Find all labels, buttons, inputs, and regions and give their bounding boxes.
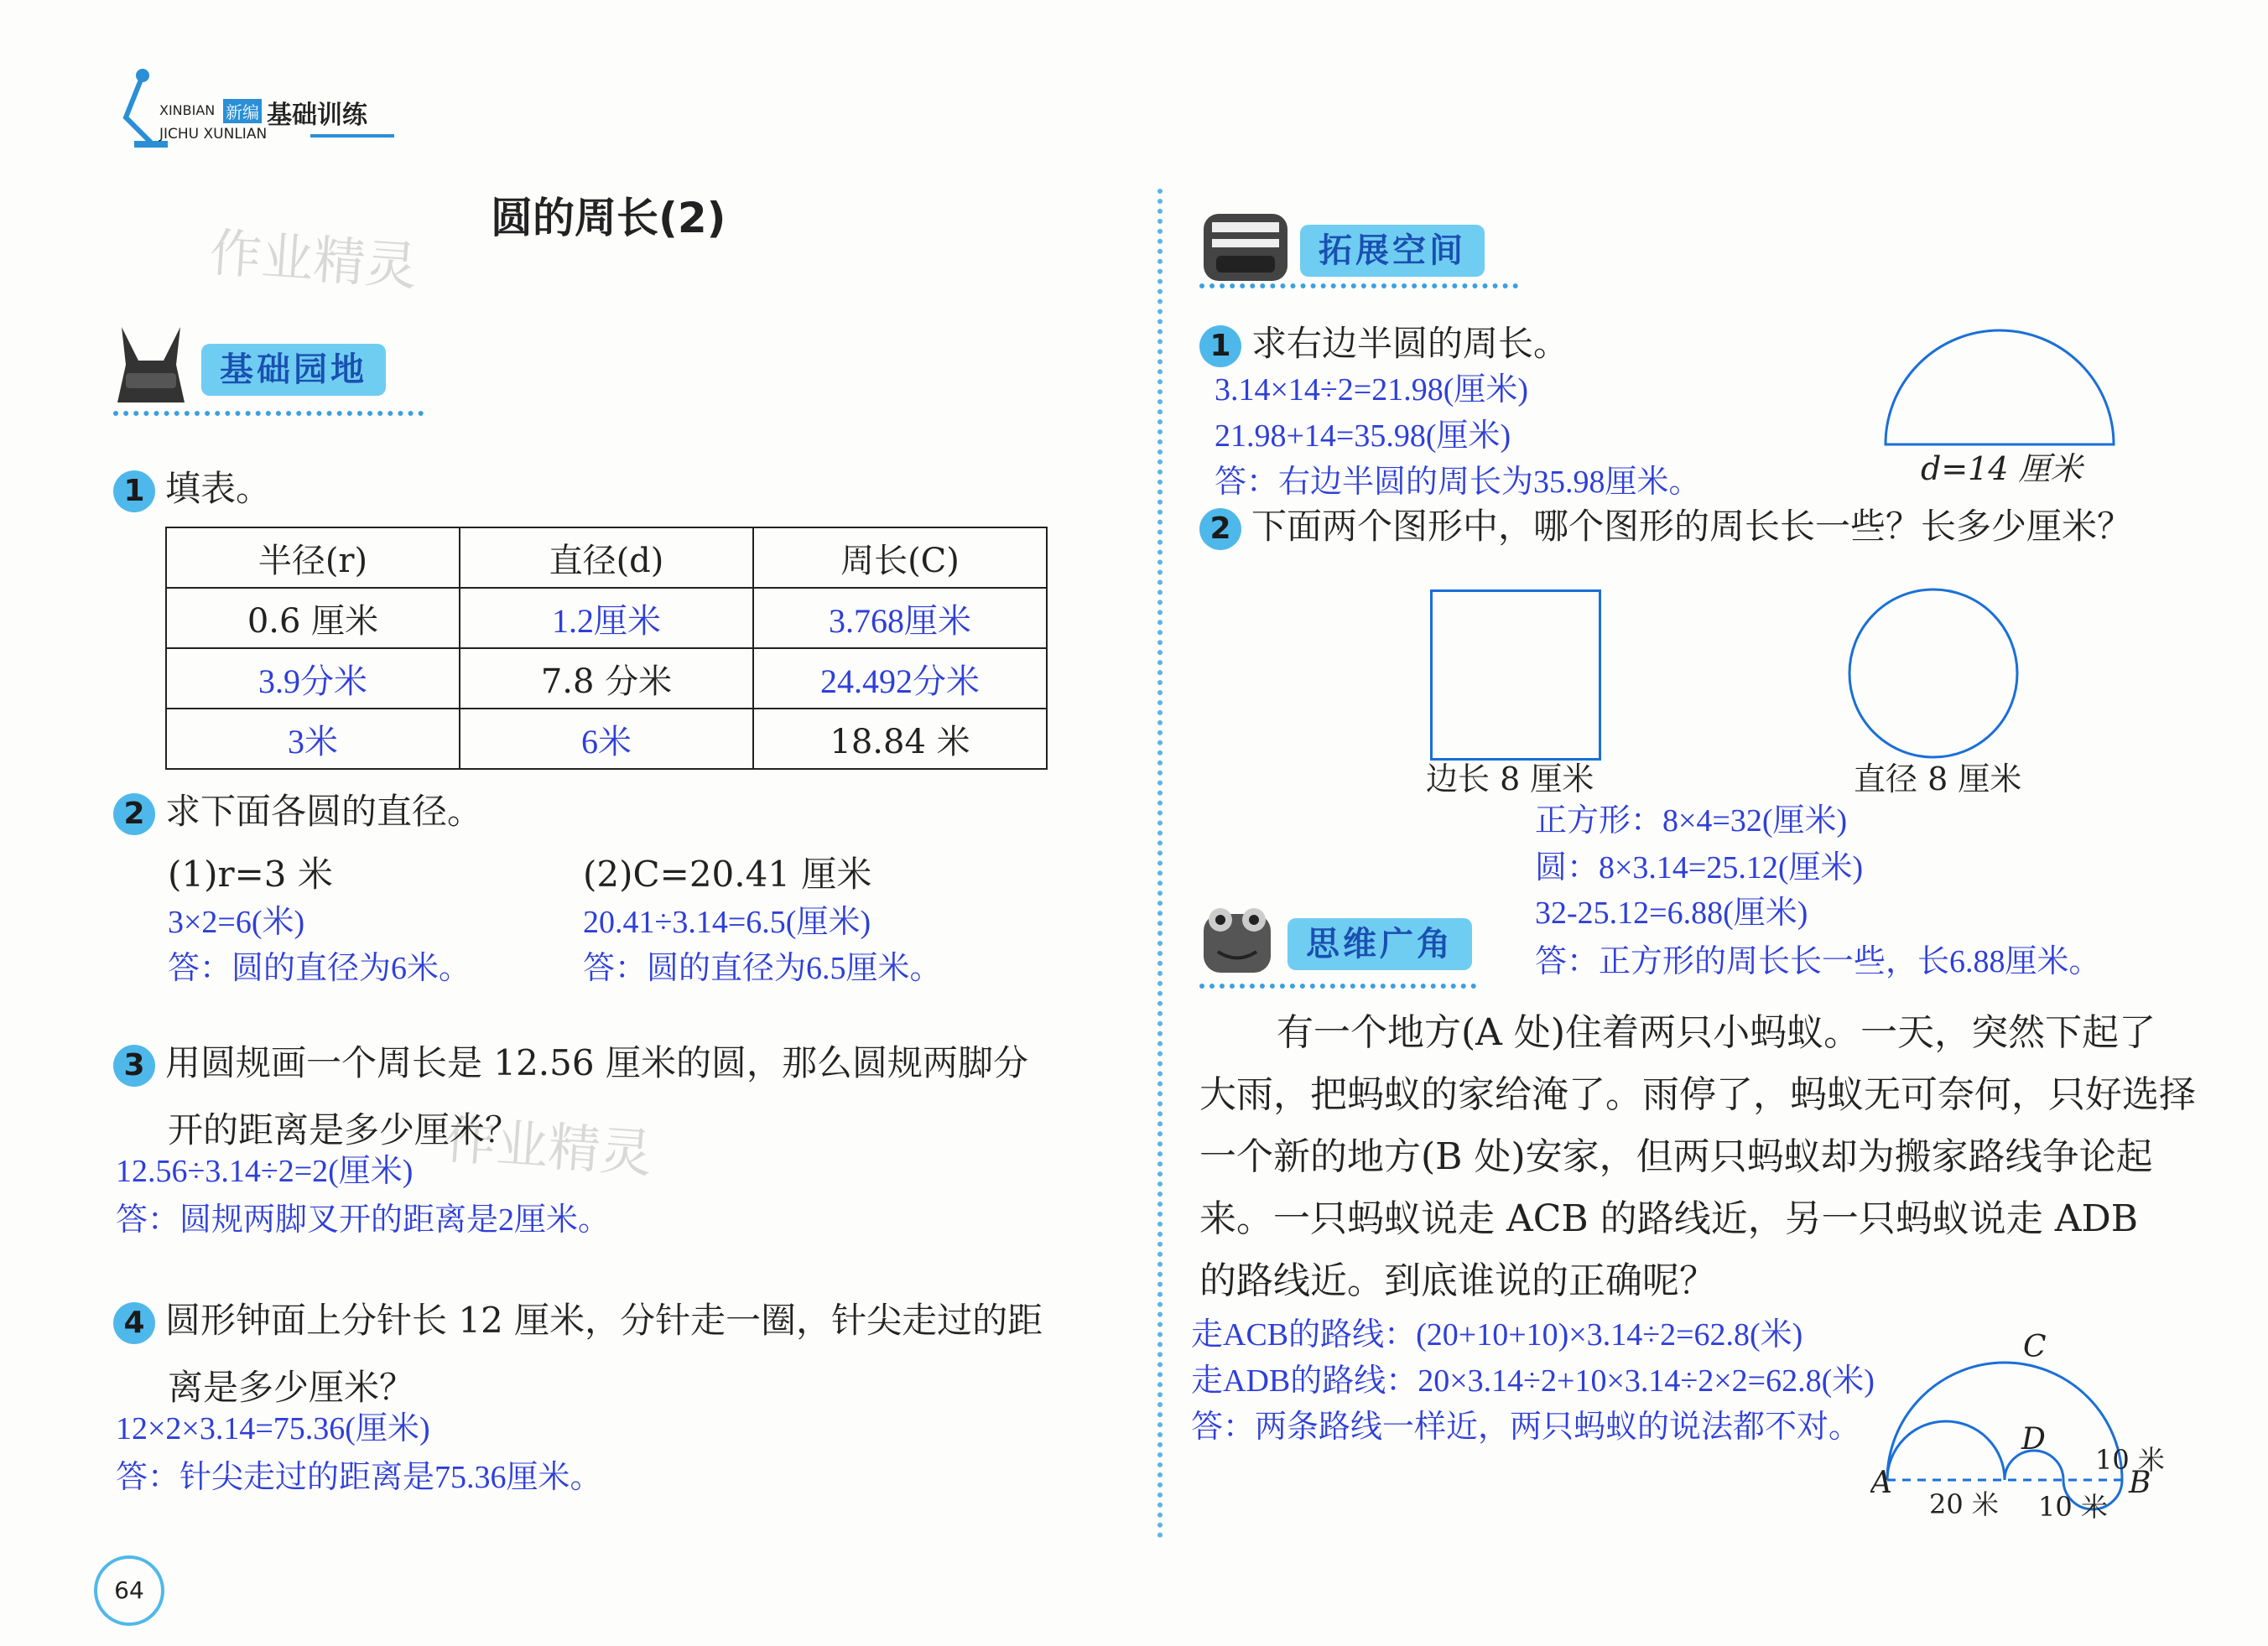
semicircle-label: d=14 厘米 xyxy=(1921,450,2083,487)
circle-figure xyxy=(1845,585,2021,761)
length-label-10-upper: 10 米 xyxy=(2095,1444,2165,1476)
question-number: 4 xyxy=(113,1302,155,1344)
question-2 xyxy=(113,788,482,835)
q2-part-b-answer: 答：圆的直径为6.5厘米。 xyxy=(583,951,942,986)
square-label: 边长 8 厘米 xyxy=(1426,761,1594,797)
question-3-line2: 开的距离是多少厘米？ xyxy=(168,1109,521,1150)
point-label-a: A xyxy=(1870,1466,1892,1500)
table-header-cell: 直径(d) xyxy=(460,527,753,588)
table-cell: 7.8 分米 xyxy=(460,648,753,709)
q4-answer: 答：针尖走过的距离是75.36厘米。 xyxy=(116,1460,602,1495)
right-q2-answer: 答：正方形的周长长一些，长6.88厘米。 xyxy=(1535,944,2101,979)
section-label-expansion: 拓展空间 xyxy=(1300,225,1485,277)
fill-table xyxy=(165,527,1048,770)
page-title: 圆的周长(2) xyxy=(491,194,726,242)
q4-calc: 12×2×3.14=75.36(厘米) xyxy=(116,1411,430,1446)
story-paragraph xyxy=(1199,1002,2206,1312)
mascot-frog-icon xyxy=(1199,901,1275,977)
table-header-cell: 周长(C) xyxy=(753,527,1047,588)
question-3 xyxy=(113,1040,1028,1087)
story-line: 一个新的地方(B 处)安家，但两只蚂蚁却为搬家路线争论起 xyxy=(1199,1135,2153,1178)
question-4-line2: 离是多少厘米？ xyxy=(168,1367,415,1408)
table-row xyxy=(166,709,1047,769)
section-divider xyxy=(113,411,424,416)
question-number: 1 xyxy=(1199,325,1241,367)
q2-part-a-label: (1)r=3 米 xyxy=(168,854,333,895)
series-logo xyxy=(117,67,403,151)
section-label-thinking: 思维广角 xyxy=(1287,918,1472,970)
table-header-cell: 半径(r) xyxy=(166,527,460,588)
story-line: 大雨，把蚂蚁的家给淹了。雨停了，蚂蚁无可奈何，只好选择 xyxy=(1199,1073,2196,1116)
right-question-2 xyxy=(1199,503,2132,550)
question-text: 求右边半圆的周长。 xyxy=(1251,323,1569,364)
q3-calc: 12.56÷3.14÷2=2(厘米) xyxy=(116,1154,414,1189)
story-line: 来。一只蚂蚁说走 ACB 的路线近，另一只蚂蚁说走 ADB xyxy=(1199,1197,2139,1240)
watermark: 作业精灵 xyxy=(207,221,419,298)
point-label-b: B xyxy=(2129,1466,2151,1500)
series-title: 基础训练 xyxy=(267,101,367,130)
right-question-1 xyxy=(1199,320,1568,367)
ant-path-figure xyxy=(1870,1325,2206,1526)
table-cell-answer: 3米 xyxy=(166,709,460,769)
section-label-basics: 基础园地 xyxy=(201,344,386,396)
table-cell-answer: 6米 xyxy=(460,709,753,769)
page-divider xyxy=(1157,189,1163,1539)
table-row xyxy=(166,648,1047,709)
story-calc1: 走ACB的路线：(20+10+10)×3.14÷2=62.8(米) xyxy=(1191,1317,1803,1353)
question-1 xyxy=(113,465,271,512)
circle-label: 直径 8 厘米 xyxy=(1854,761,2022,797)
question-number: 2 xyxy=(113,793,155,835)
logo-arrow xyxy=(310,134,394,138)
table-row xyxy=(166,588,1047,648)
q2-part-b-label: (2)C=20.41 厘米 xyxy=(583,854,872,895)
right-q2-calc1: 正方形：8×4=32(厘米) xyxy=(1535,803,1848,839)
point-label-c: C xyxy=(2023,1330,2047,1364)
q3-answer: 答：圆规两脚叉开的距离是2厘米。 xyxy=(116,1202,611,1238)
watermark-2: 作业精灵 xyxy=(442,1109,654,1185)
story-line: 有一个地方(A 处)住着两只小蚂蚁。一天，突然下起了 xyxy=(1277,1011,2156,1054)
right-q1-calc2: 21.98+14=35.98(厘米) xyxy=(1215,418,1511,454)
question-text: 填表。 xyxy=(165,468,272,509)
length-label-10-lower: 10 米 xyxy=(2038,1491,2108,1523)
length-label-20: 20 米 xyxy=(1929,1488,1999,1520)
question-number: 3 xyxy=(113,1045,155,1087)
question-4 xyxy=(113,1297,1043,1344)
table-cell: 18.84 米 xyxy=(753,709,1047,769)
story-answer: 答：两条路线一样近，两只蚂蚁的说法都不对。 xyxy=(1191,1410,1861,1445)
table-cell-answer: 24.492分米 xyxy=(753,648,1047,709)
mascot-rabbit-icon xyxy=(113,327,189,411)
story-calc2: 走ADB的路线：20×3.14÷2+10×3.14÷2×2=62.8(米) xyxy=(1191,1363,1875,1399)
right-q1-calc1: 3.14×14÷2=21.98(厘米) xyxy=(1215,372,1529,408)
table-cell: 0.6 厘米 xyxy=(166,588,460,648)
table-cell-answer: 1.2厘米 xyxy=(460,588,753,648)
q2-part-a-calc: 3×2=6(米) xyxy=(168,905,305,940)
square-figure xyxy=(1430,589,1601,761)
question-number: 1 xyxy=(113,470,155,512)
table-cell-answer: 3.9分米 xyxy=(166,648,460,709)
question-text: 求下面各圆的直径。 xyxy=(165,791,483,832)
question-text: 下面两个图形中，哪个图形的周长长一些？长多少厘米？ xyxy=(1251,506,2133,547)
series-badge: 新编 xyxy=(223,99,262,123)
question-text: 用圆规画一个周长是 12.56 厘米的圆，那么圆规两脚分 xyxy=(165,1042,1028,1083)
right-q2-calc2: 圆：8×3.14=25.12(厘米) xyxy=(1535,850,1864,885)
series-en-bottom: JICHU XUNLIAN xyxy=(159,126,268,143)
mascot-zebra-icon xyxy=(1199,210,1292,285)
semicircle-figure xyxy=(1879,327,2122,453)
right-q1-answer: 答：右边半圆的周长为35.98厘米。 xyxy=(1215,465,1701,500)
question-number: 2 xyxy=(1199,508,1241,550)
section-divider xyxy=(1199,984,1476,989)
table-cell-answer: 3.768厘米 xyxy=(753,588,1047,648)
story-line: 的路线近。到底谁说的正确呢？ xyxy=(1199,1259,1716,1302)
page-number: 64 xyxy=(94,1555,164,1626)
right-q2-calc3: 32-25.12=6.88(厘米) xyxy=(1535,896,1808,931)
q2-part-a-answer: 答：圆的直径为6米。 xyxy=(168,951,471,986)
section-divider xyxy=(1199,283,1518,288)
series-en-top: XINBIAN xyxy=(159,102,216,118)
q2-part-b-calc: 20.41÷3.14=6.5(厘米) xyxy=(583,905,871,940)
question-text: 圆形钟面上分针长 12 厘米，分针走一圈，针尖走过的距 xyxy=(165,1300,1043,1341)
table-header-row xyxy=(166,527,1047,588)
point-label-d: D xyxy=(2021,1422,2046,1456)
